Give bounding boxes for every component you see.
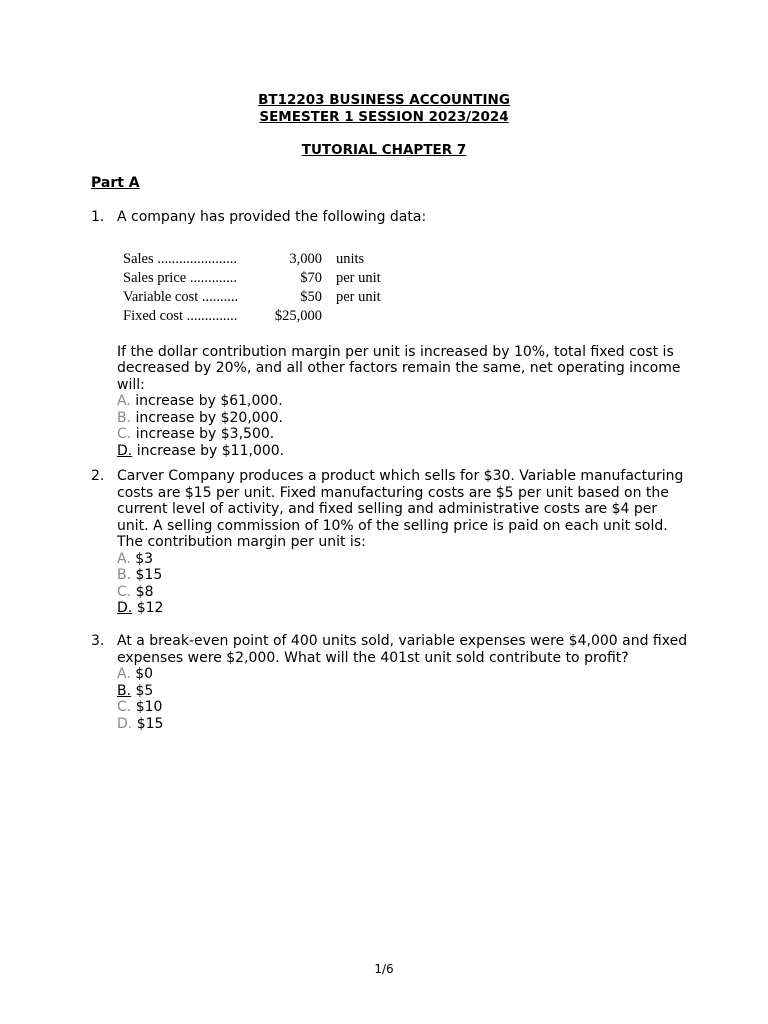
option-text: $5 [135,682,154,699]
table-row [123,269,406,288]
row-value: $25,000 [274,307,322,324]
option-text: $3 [135,550,154,567]
option-letter: C. [117,583,132,600]
option-a [117,393,691,410]
option-letter-correct: D. [117,442,133,459]
option-text: $12 [136,600,164,616]
option-c [117,426,691,443]
question-1 [91,209,691,459]
option-d [117,716,691,733]
question-2 [91,468,691,617]
question-number: 1. [91,209,105,225]
option-letter: A. [117,550,131,567]
option-d [117,600,691,617]
option-letter-correct: D. [117,600,133,616]
option-text: increase by $61,000. [135,393,283,409]
row-value: 3,000 [289,250,322,267]
option-text: increase by $20,000. [135,409,283,426]
table-row [123,250,406,269]
option-c [117,699,691,716]
option-b [117,410,691,427]
question-text: Carver Company produces a product which sells for $30. Variable manufacturing costs are $15 per unit. Fixed manufacturing costs are $5 per unit based on the current level of activity, and fixed selling and administrative costs are $4 per unit. A selling commission of 10% of the selling price is paid on each unit sold. The contribution margin per unit is: [117,468,684,550]
session-title: SEMESTER 1 SESSION 2023/2024 [259,109,509,125]
question-body [117,633,691,732]
option-text: $0 [135,666,154,682]
row-label: Sales price ............. [123,269,237,286]
question-body [117,209,691,459]
question-text: If the dollar contribution margin per unit is increased by 10%, total fixed cost is decreased by 20%, and all other factors remain the same, net operating income will: [117,343,681,393]
option-letter: C. [117,699,132,715]
option-text: $15 [135,567,163,583]
question-number: 2. [91,468,105,484]
question-body [117,468,691,617]
row-value: $50 [300,288,322,305]
course-title: BT12203 BUSINESS ACCOUNTING [258,92,510,108]
page-number: 1/6 [374,962,394,976]
part-label: Part A [91,175,140,191]
option-d [117,443,691,460]
row-unit: per unit [336,269,381,286]
table-row [123,307,406,326]
question-text: At a break-even point of 400 units sold, variable expenses were $4,000 and fixed expenses were $2,000. What will the 401st unit sold contribute to profit? [117,633,688,666]
option-letter: B. [117,409,132,426]
option-text: increase by $3,500. [135,426,275,442]
option-c [117,584,691,601]
row-unit: per unit [336,288,381,305]
option-text: $15 [136,715,164,732]
question-number: 3. [91,633,105,649]
option-letter-correct: B. [117,682,132,699]
option-letter: C. [117,426,132,442]
tutorial-title: TUTORIAL CHAPTER 7 [301,142,467,158]
option-a [117,551,691,568]
option-letter: D. [117,715,133,732]
row-label: Variable cost .......... [123,288,239,305]
option-letter: B. [117,567,132,583]
question-intro: A company has provided the following data: [117,209,427,225]
option-b [117,683,691,700]
option-text: $10 [135,699,163,715]
option-text: increase by $11,000. [136,442,285,459]
row-unit [336,307,406,326]
row-unit: units [336,250,365,267]
option-b [117,567,691,584]
table-row [123,288,406,307]
option-letter: A. [117,666,131,682]
option-letter: A. [117,393,131,409]
question-3 [91,633,691,732]
row-value: $70 [300,269,322,286]
row-label: Sales ...................... [123,250,237,267]
option-a [117,666,691,683]
row-label: Fixed cost .............. [123,307,238,324]
option-text: $8 [135,583,154,600]
data-table [123,250,406,326]
